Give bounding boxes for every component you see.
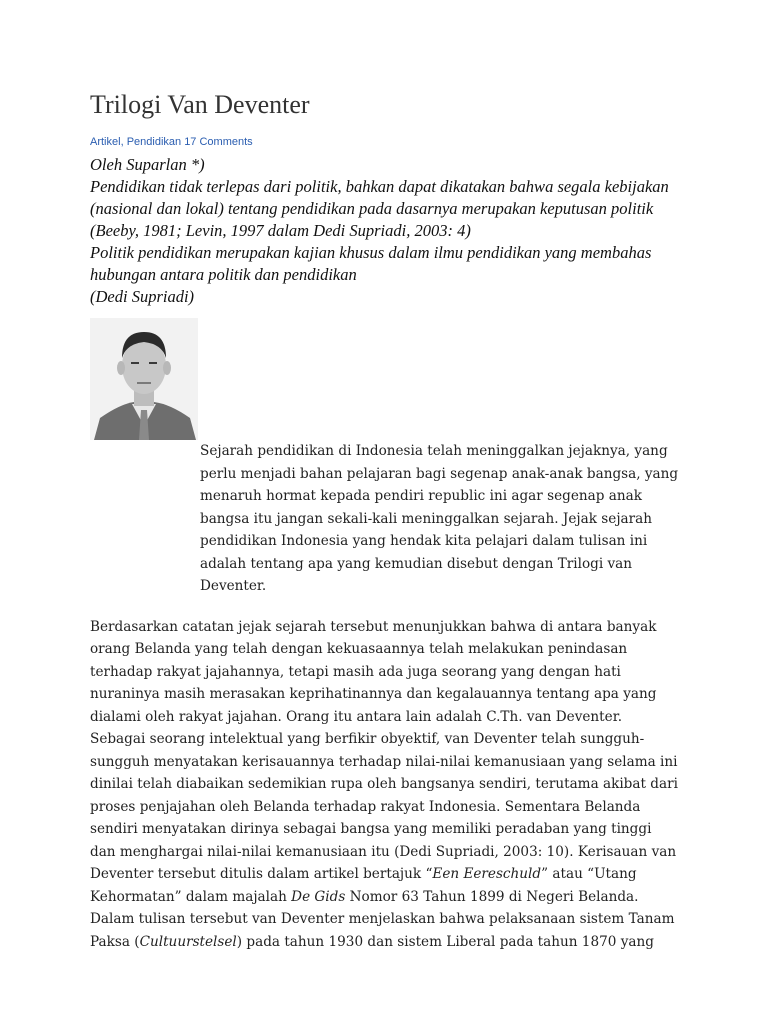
paragraph-2-text-c: Nomor 63 Tahun 1899 di Negeri Belanda. Dalam tulisan tersebut van Deventer menjelaskan bahwa pelaksanaan sistem Tanam Paksa ( [90,888,675,950]
article-title: Trilogi Van Deventer [90,90,310,119]
author-line: Oleh Suparlan *) [90,155,205,174]
paragraph-2-text-b: ” atau “Utang Kehormatan” dalam majalah [90,866,637,905]
comments-link[interactable]: 17 Comments [184,136,253,148]
body-paragraph-2 [90,616,680,954]
article [90,88,680,953]
epigraph-citation-1: (Beeby, 1981; Levin, 1997 dalam Dedi Supriadi, 2003: 4) [90,221,471,240]
epigraph-citation-2: (Dedi Supriadi) [90,287,195,306]
article-title-een-eereschuld: Een Eereschuld [432,866,542,882]
author-photo [90,318,198,440]
body-paragraph-1: Sejarah pendidikan di Indonesia telah meninggalkan jejaknya, yang perlu menjadi bahan pelajaran bagi segenap anak-anak bangsa, yang menaruh hormat kepada pendiri republic ini agar segenap anak bangsa itu jangan sekali-kali meninggalkan sejarah. Jejak sejarah pendidikan Indonesia yang hendak kita pelajari dalam tulisan ini adalah tentang apa yang kemudian disebut dengan Trilogi van Deventer. [200,443,679,594]
article-meta [90,134,680,150]
term-cultuurstelsel: Cultuurstelsel [139,933,237,950]
author-photo-wrap [90,318,680,440]
paragraph-2-text-a: Berdasarkan catatan jejak sejarah tersebut menunjukkan bahwa di antara banyak orang Belanda yang telah dengan kekuasaannya telah melakukan penindasan terhadap rakyat jajahannya, tetapi masih ada juga seorang yang dengan hati nuraninya masih merasakan keprihatinannya dan kegalauannya tentang apa yang dialami oleh rakyat jajahan. Orang itu antara lain adalah C.Th. van Deventer. Sebagai seorang intelektual yang berfikir obyektif, van Deventer telah sungguh-sungguh menyatakan kerisauannya terhadap nilai-nilai kemanusiaan yang selama ini dinilai telah diabaikan sedemikian rupa oleh bangsanya sendiri, terutama akibat dari proses penjajahan oleh Belanda terhadap rakyat Indonesia. Sementara Belanda sendiri menyatakan dirinya sebagai bangsa yang memiliki peradaban yang tinggi dan menghargai nilai-nilai kemanusiaan itu (Dedi Supriadi, 2003: 10). Kerisauan van Deventer tersebut ditulis dalam artikel bertajuk “ [90,618,678,882]
epigraph-quote-2: Politik pendidikan merupakan kajian khusus dalam ilmu pendidikan yang membahas hubungan antara politik dan pendidikan [90,243,652,284]
author-portrait-image [90,318,198,440]
category-link-artikel[interactable]: Artikel [90,136,121,148]
paragraph-2-text-d: ) pada tahun 1930 dan sistem Liberal pada tahun 1870 yang [236,933,654,950]
magazine-name-de-gids: De Gids [291,888,346,905]
category-link-pendidikan[interactable]: Pendidikan [126,136,182,148]
article-body [90,440,680,953]
meta-separator: , [120,136,127,148]
article-intro [90,154,680,308]
epigraph-quote-1: Pendidikan tidak terlepas dari politik, bahkan dapat dikatakan bahwa segala kebijakan (nasional dan lokal) tentang pendidikan pada dasarnya merupakan keputusan politik [90,177,669,218]
